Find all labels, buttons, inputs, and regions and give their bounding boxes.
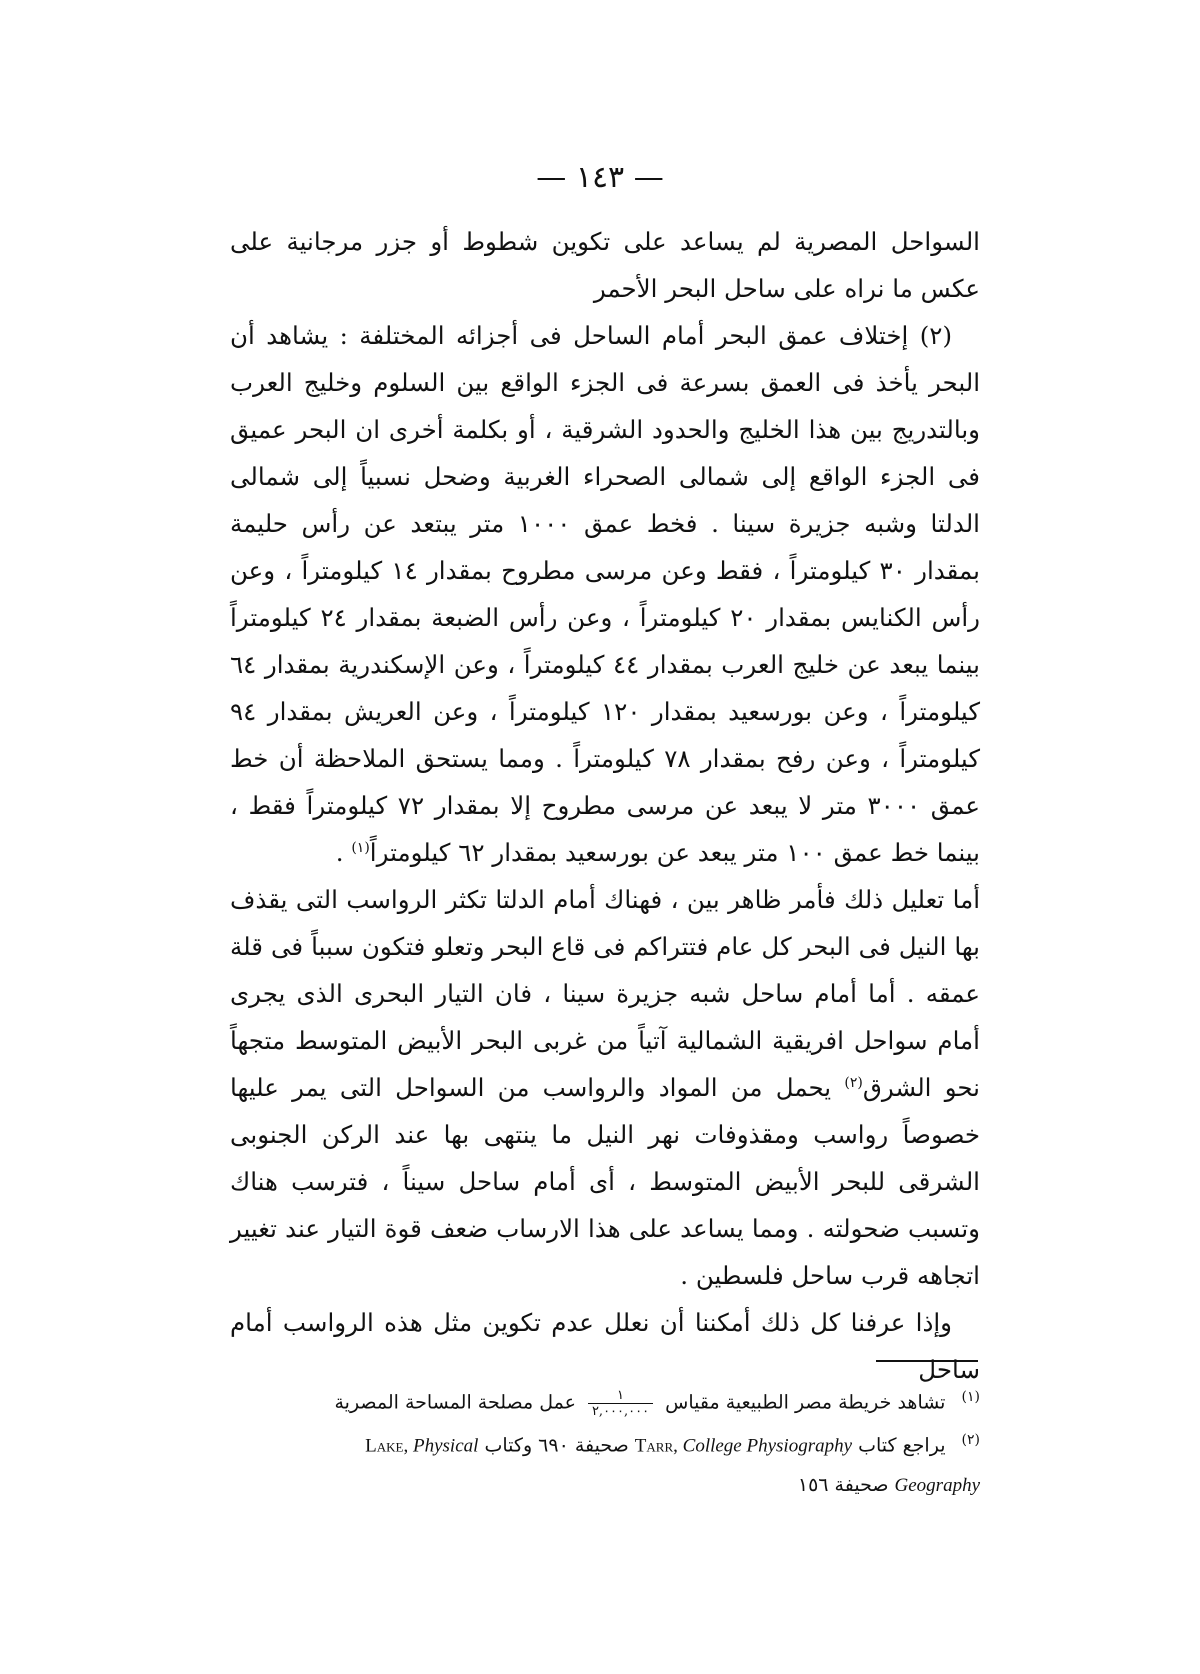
body-text — [230, 218, 980, 1393]
paragraph-4: وإذا عرفنا كل ذلك أمكننا أن نعلل عدم تكوين مثل هذه الرواسب أمام ساحل — [230, 1308, 980, 1384]
citation-lake-author: Lake, — [365, 1435, 409, 1457]
page-number: — ١٤٣ — — [536, 160, 664, 195]
scale-fraction-denominator: ٢,٠٠٠,٠٠٠ — [591, 1403, 650, 1419]
scale-fraction-numerator: ١ — [588, 1389, 653, 1404]
citation-lake — [365, 1436, 478, 1457]
footnote-2-text-c: صحيفة ١٥٦ — [797, 1473, 889, 1496]
footnote-2-mark: (٢) — [961, 1432, 980, 1449]
paragraph-2-end: . — [335, 838, 352, 867]
footnote-1 — [230, 1378, 980, 1421]
footnote-ref-1: (١) — [351, 839, 370, 856]
citation-tarr — [635, 1436, 852, 1457]
paragraph-2-text: (٢) إختلاف عمق البحر أمام الساحل فى أجزائه المختلفة : يشاهد أن البحر يأخذ فى العمق بسرعة فى الجزء الواقع بين السلوم وخليج العرب وبالتدريج بين هذا الخليج والحدود الشرقية ، أو بكلمة أخرى ان البحر عميق فى الجزء الواقع إلى شمالى الصحراء الغربية وضحل نسبياً إلى شمالى الدلتا وشبه جزيرة سينا . فخط عمق ١٠٠٠ متر يبتعد عن رأس حليمة بمقدار ٣٠ كيلومتراً ، فقط وعن مرسى مطروح بمقدار ١٤ كيلومتراً ، وعن رأس الكنايس بمقدار ٢٠ كيلومتراً ، وعن رأس الضبعة بمقدار ٢٤ كيلومتراً بينما يبعد عن خليج العرب بمقدار ٤٤ كيلومتراً ، وعن الإسكندرية بمقدار ٦٤ كيلومتراً ، وعن بورسعيد بمقدار ١٢٠ كيلومتراً ، وعن العريش بمقدار ٩٤ كيلومتراً ، وعن رفح بمقدار ٧٨ كيلومتراً . ومما يستحق الملاحظة أن خط عمق ٣٠٠٠ متر لا يبعد عن مرسى مطروح إلا بمقدار ٧٢ كيلومتراً فقط ، بينما خط عمق ١٠٠ متر يبعد عن بورسعيد بمقدار ٦٢ كيلومتراً — [230, 321, 981, 867]
footnote-1-text-b: عمل مصلحة المساحة المصرية — [334, 1391, 576, 1414]
paragraph-2 — [230, 312, 980, 876]
scale-fraction — [588, 1389, 653, 1418]
footnotes — [230, 1378, 980, 1505]
footnote-2 — [230, 1421, 980, 1465]
paragraph-1: السواحل المصرية لم يساعد على تكوين شطوط أو جزر مرجانية على عكس ما نراه على ساحل البحر الأحمر — [230, 227, 980, 303]
footnote-2-text-b: صحيفة ٦٩٠ وكتاب — [484, 1434, 629, 1457]
citation-tarr-title: College Physiography — [682, 1435, 853, 1457]
footnote-2-continued — [230, 1466, 980, 1505]
footnote-separator — [876, 1360, 978, 1362]
footnote-2-text-a: يراجع كتاب — [858, 1434, 946, 1457]
footnote-ref-2: (٢) — [844, 1074, 863, 1091]
paragraph-3 — [230, 876, 980, 1299]
citation-lake-title-b: Geography — [894, 1474, 980, 1496]
citation-lake-title-a: Physical — [413, 1435, 479, 1457]
footnote-1-mark: (١) — [961, 1389, 980, 1405]
paragraph-3-rest: يحمل من المواد والرواسب من السواحل التى يمر عليها خصوصاً رواسب ومقذوفات نهر النيل ما ينتهى بها عند الركن الجنوبى الشرقى للبحر الأبيض المتوسط ، أى أمام ساحل سيناً ، فترسب هناك وتسبب ضحولته . ومما يساعد على هذا الارساب ضعف قوة التيار عند تغيير اتجاهه قرب ساحل فلسطين . — [230, 1073, 980, 1290]
footnote-1-text-a: تشاهد خريطة مصر الطبيعية مقياس — [665, 1391, 946, 1414]
paragraph-3-text: أما تعليل ذلك فأمر ظاهر بين ، فهناك أمام الدلتا تكثر الرواسب التى يقذف بها النيل فى البحر كل عام فتتراكم فى قاع البحر وتعلو فتكون سبباً فى قلة عمقه . أما أمام ساحل شبه جزيرة سينا ، فان التيار البحرى الذى يجرى أمام سواحل افريقية الشمالية آتياً من غربى البحر الأبيض المتوسط متجهاً نحو الشرق — [230, 885, 981, 1102]
citation-tarr-author: Tarr, — [634, 1435, 678, 1457]
